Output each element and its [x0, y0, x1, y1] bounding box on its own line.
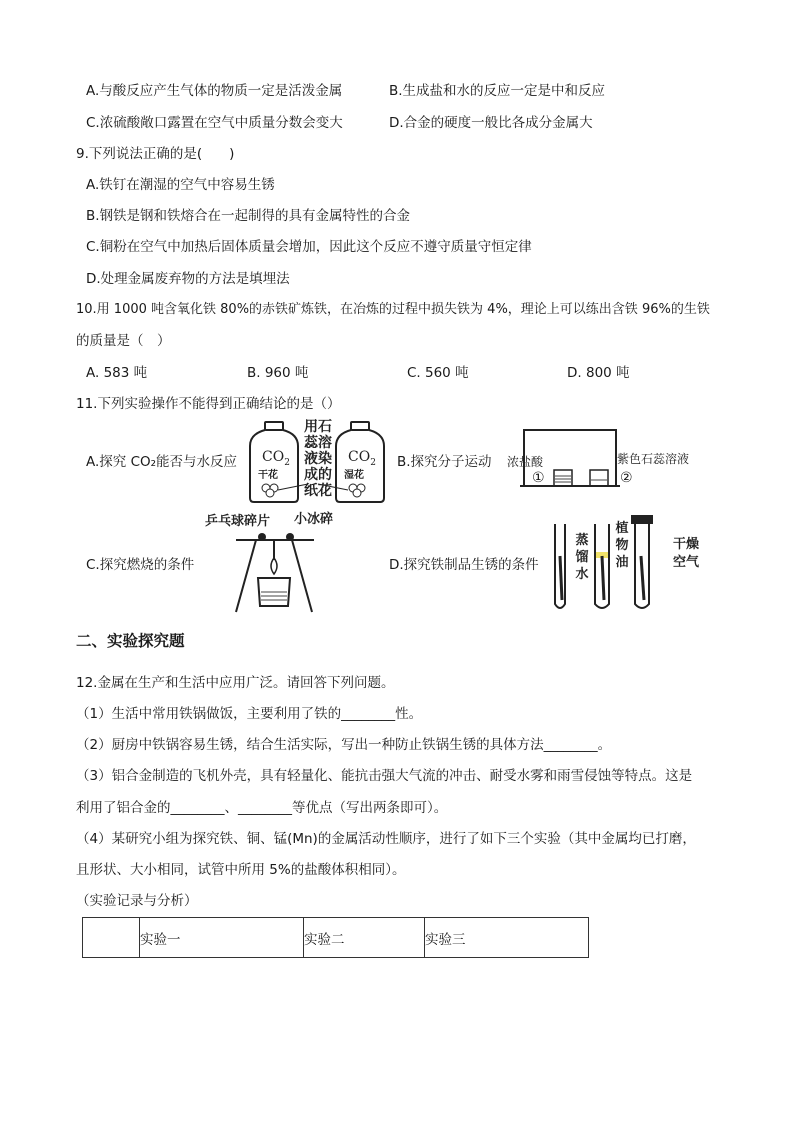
table-cell: 实验一	[140, 918, 304, 958]
q9-option-a: A.铁钉在潮湿的空气中容易生锈	[86, 177, 275, 193]
table-cell: 实验二	[304, 918, 425, 958]
table-cell: 实验三	[425, 918, 589, 958]
q10-option-a: A. 583 吨	[86, 365, 148, 381]
figure-a-wet-label: 湿花	[344, 470, 364, 481]
figure-c-pingpong-label: 乒乓球碎片	[205, 514, 271, 529]
q11-option-c: C.探究燃烧的条件	[86, 557, 195, 573]
q12-part-3-line2: 利用了铝合金的________、________等优点（写出两条即可）。	[76, 800, 448, 816]
q9-stem: 9.下列说法正确的是( )	[76, 146, 235, 162]
figure-b-cup-1: ①	[532, 470, 545, 486]
figure-c-ice-label: 小冰碎	[294, 512, 334, 527]
table-row	[83, 918, 589, 958]
figure-a-co2-right: $CO_2$	[348, 449, 376, 468]
q10-stem-line2: 的质量是（ ）	[76, 333, 171, 349]
figure-d-oil-label: 植 物 油	[615, 521, 629, 570]
q8-option-d: D.合金的硬度一般比各成分金属大	[389, 115, 593, 131]
experiment-table	[82, 917, 589, 958]
q10-option-c: C. 560 吨	[407, 365, 469, 381]
table-cell	[83, 918, 140, 958]
q12-part-3-line1: （3）铝合金制造的飞机外壳，具有轻量化、能抗击强大气流的冲击、耐受水雾和雨雪侵蚀等特点。这是	[76, 768, 693, 784]
figure-b-cup-2: ②	[620, 470, 633, 486]
q12-part-1: （1）生活中常用铁锅做饭，主要利用了铁的________性。	[76, 706, 423, 722]
q8-option-c: C.浓硫酸敞口露置在空气中质量分数会变大	[86, 115, 343, 131]
q9-option-d: D.处理金属废弃物的方法是填埋法	[86, 271, 290, 287]
q12-part-4-line2: 且形状、大小相同，试管中所用 5%的盐酸体积相同）。	[76, 862, 406, 878]
q11-stem: 11.下列实验操作不能得到正确结论的是（）	[76, 396, 341, 412]
figure-d-air-label: 干燥 空气	[672, 537, 699, 570]
q11-option-a: A.探究 CO₂能否与水反应	[86, 454, 238, 470]
q12-part-4-line1: （4）某研究小组为探究铁、铜、锰(Mn)的金属活动性顺序，进行了如下三个实验（其中金属均已打磨，	[76, 831, 696, 847]
figure-b-litmus-label: 紫色石蕊溶液	[617, 452, 690, 466]
q9-option-b: B.钢铁是钢和铁熔合在一起制得的具有金属特性的合金	[86, 208, 411, 224]
q10-option-b: B. 960 吨	[247, 365, 309, 381]
q11-option-b: B.探究分子运动	[397, 454, 492, 470]
section-title: 二、实验探究题	[76, 632, 185, 650]
q12-part-2: （2）厨房中铁锅容易生锈，结合生活实际，写出一种防止铁锅生锈的具体方法________。	[76, 737, 612, 753]
figure-c-apparatus	[230, 530, 320, 618]
figure-a-co2-left: $CO_2$	[262, 449, 290, 468]
q12-stem: 12.金属在生产和生活中应用广泛。请回答下列问题。	[76, 675, 395, 691]
figure-a-dry-label: 干花	[258, 470, 278, 481]
q9-option-c: C.铜粉在空气中加热后固体质量会增加，因此这个反应不遵守质量守恒定律	[86, 239, 532, 255]
figure-b-acid-label: 浓盐酸	[507, 455, 544, 469]
figure-d-test-tubes	[545, 516, 665, 616]
q8-option-b: B.生成盐和水的反应一定是中和反应	[389, 83, 606, 99]
figure-d-water-label: 蒸 馏 水	[575, 533, 589, 582]
figure-a-note: 用石 蕊溶 液染 成的 纸花	[304, 419, 332, 499]
q12-record-label: （实验记录与分析）	[76, 893, 198, 909]
q11-option-d: D.探究铁制品生锈的条件	[389, 557, 539, 573]
q10-option-d: D. 800 吨	[567, 365, 630, 381]
q10-stem-line1: 10.用 1000 吨含氧化铁 80%的赤铁矿炼铁，在冶炼的过程中损失铁为 4%，理论上可以练出含铁 96%的生铁	[76, 302, 710, 317]
q8-option-a: A.与酸反应产生气体的物质一定是活泼金属	[86, 83, 343, 99]
